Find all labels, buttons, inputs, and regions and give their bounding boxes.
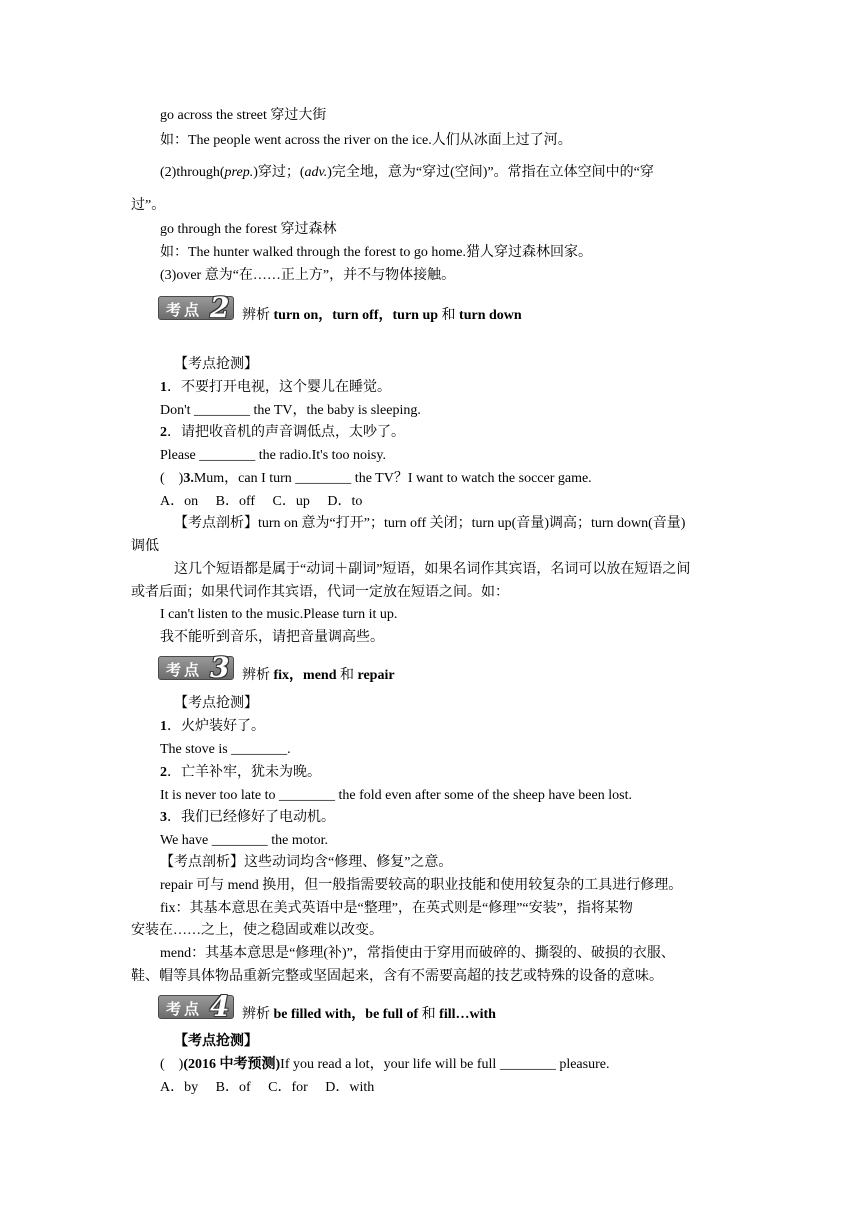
section-title-2: 辨析 turn on，turn off，turn up 和 turn down — [242, 308, 522, 323]
s2-example-cn: 我不能听到音乐，请把音量调高些。 — [160, 630, 384, 645]
phrase-go-through: go through the forest 穿过森林 — [160, 222, 337, 237]
s2-analysis-2: 这几个短语都是属于“动词＋副词”短语，如果名词作其宾语，名词可以放在短语之间 — [174, 562, 691, 577]
s3-analysis-1: 【考点剖析】这些动词均含“修理、修复”之意。 — [160, 855, 453, 870]
s3-q1-cn: 1．火炉装好了。 — [160, 719, 265, 734]
s3-q2-cn: 2．亡羊补牢，犹未为晚。 — [160, 765, 321, 780]
s4-q1: ( )(2016 中考预测)If you read a lot，your life will be full ________ pleasure. — [160, 1057, 610, 1072]
s3-q1-en: The stove is ________. — [160, 742, 291, 757]
over-definition: (3)over 意为“在……正上方”，并不与物体接触。 — [160, 268, 456, 283]
s3-q2-en: It is never too late to ________ the fold even after some of the sheep have been lost. — [160, 788, 632, 803]
s2-q3: ( )3.Mum，can I turn ________ the TV？I want to watch the soccer game. — [160, 471, 592, 486]
s3-analysis-mend: mend：其基本意思是“修理(补)”，常指使由于穿用而破碎的、撕裂的、破损的衣服、 — [160, 946, 675, 961]
section-badge-2: 考点 2 — [158, 296, 234, 320]
s3-analysis-fix: fix：其基本意思在美式英语中是“整理”，在英式则是“修理”“安装”，指将某物 — [160, 901, 633, 916]
phrase-go-across: go across the street 穿过大街 — [160, 108, 327, 123]
s2-q2-cn: 2．请把收音机的声音调低点，太吵了。 — [160, 425, 405, 440]
test-heading-4: 【考点抢测】 — [174, 1034, 258, 1049]
test-heading-2: 【考点抢测】 — [174, 357, 258, 372]
s3-q3-cn: 3．我们已经修好了电动机。 — [160, 810, 335, 825]
through-definition: (2)through(prep.)穿过；(adv.)完全地，意为“穿过(空间)”。常指在立体空间中的“穿 — [160, 165, 654, 180]
s2-analysis-3: 或者后面；如果代词作其宾语，代词一定放在短语之间。如： — [131, 585, 509, 600]
through-definition-cont: 过”。 — [131, 198, 166, 213]
s3-analysis-fix-cont: 安装在……之上，使之稳固或难以改变。 — [131, 923, 383, 938]
example-across: 如：The people went across the river on the ice.人们从冰面上过了河。 — [160, 133, 572, 148]
s3-q3-en: We have ________ the motor. — [160, 833, 329, 848]
test-heading-3: 【考点抢测】 — [174, 696, 258, 711]
example-through: 如：The hunter walked through the forest to go home.猎人穿过森林回家。 — [160, 245, 592, 260]
s3-analysis-repair: repair 可与 mend 换用，但一般指需要较高的职业技能和使用较复杂的工具进行修理。 — [160, 878, 683, 893]
s2-q1-en: Don't ________ the TV，the baby is sleeping. — [160, 403, 421, 418]
s3-analysis-mend-cont: 鞋、帽等具体物品重新完整或坚固起来，含有不需要高超的技艺或特殊的设备的意味。 — [131, 969, 663, 984]
s2-analysis-1: 【考点剖析】turn on 意为“打开”；turn off 关闭；turn up(音量)调高；turn down(音量) — [174, 516, 686, 531]
section-badge-4: 考点 4 — [158, 995, 234, 1019]
section-badge-3: 考点 3 — [158, 656, 234, 680]
section-title-4: 辨析 be filled with，be full of 和 fill…with — [242, 1007, 496, 1022]
s2-q3-options: A．on B．off C．up D．to — [160, 494, 363, 509]
s2-q1-cn: 1．不要打开电视，这个婴儿在睡觉。 — [160, 380, 391, 395]
s2-example-en: I can't listen to the music.Please turn it up. — [160, 607, 398, 622]
section-title-3: 辨析 fix，mend 和 repair — [242, 668, 395, 683]
s2-q2-en: Please ________ the radio.It's too noisy. — [160, 448, 386, 463]
s4-q1-options: A．by B．of C．for D．with — [160, 1080, 375, 1095]
s2-analysis-1b: 调低 — [131, 539, 159, 554]
